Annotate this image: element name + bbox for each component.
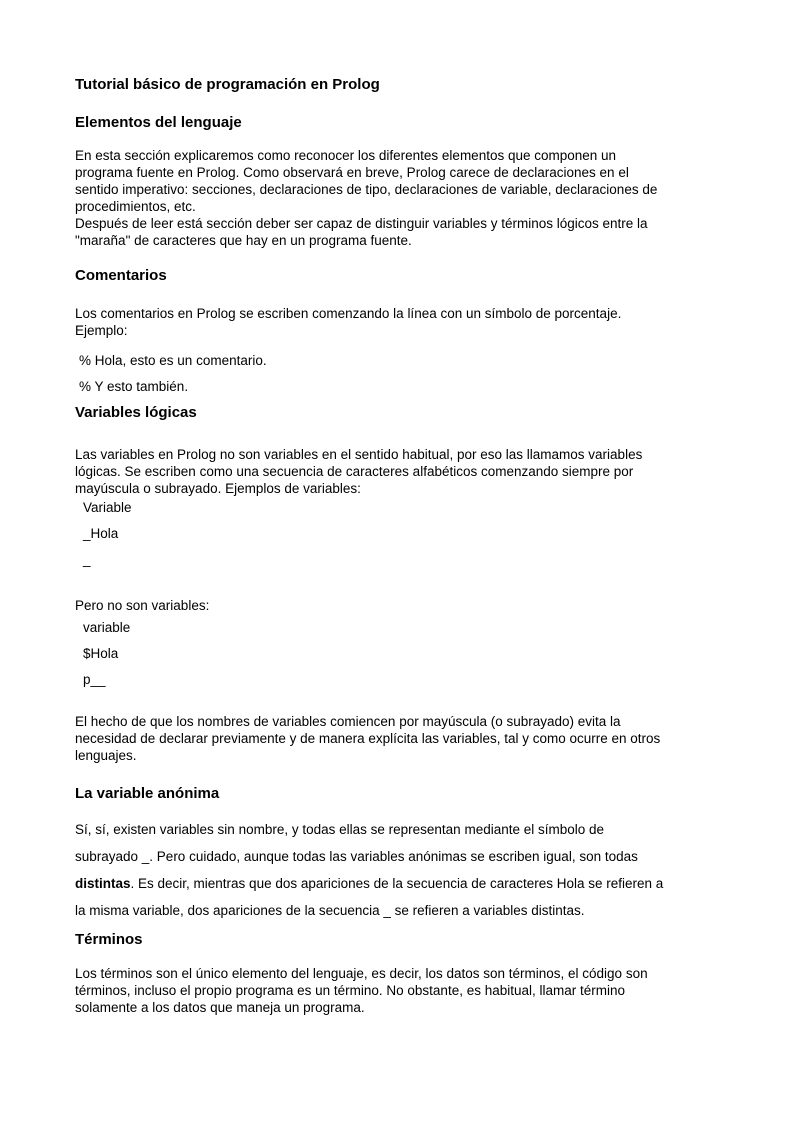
paragraph-line: subrayado _. Pero cuidado, aunque todas las variables anónimas se escriben igual, son todas xyxy=(75,849,638,864)
paragraph-line: procedimientos, etc. xyxy=(75,199,196,214)
paragraph-line: lenguajes. xyxy=(75,748,137,763)
paragraph-line: sentido imperativo: secciones, declaraciones de tipo, declaraciones de variable, declaraciones de xyxy=(75,182,658,197)
paragraph-line: En esta sección explicaremos como reconocer los diferentes elementos que componen un xyxy=(75,148,617,163)
paragraph-line: Los términos son el único elemento del lenguaje, es decir, los datos son términos, el código son xyxy=(75,966,648,981)
heading-terminos: Términos xyxy=(75,931,143,948)
paragraph-line: "maraña" de caracteres que hay en un programa fuente. xyxy=(75,233,412,248)
valid-variable-example-2: _Hola xyxy=(83,526,119,541)
paragraph-line: El hecho de que los nombres de variables comiencen por mayúscula (o subrayado) evita la xyxy=(75,714,621,729)
paragraph-el-hecho xyxy=(75,713,660,764)
paragraph-variables-logicas xyxy=(75,446,642,497)
code-comment-example-2: % Y esto también. xyxy=(79,379,189,394)
invalid-variable-example-1: variable xyxy=(83,620,131,635)
heading-comentarios: Comentarios xyxy=(75,267,167,284)
paragraph-line xyxy=(75,870,663,897)
paragraph-intro xyxy=(75,147,657,249)
paragraph-line: Los comentarios en Prolog se escriben comenzando la línea con un símbolo de porcentaje. xyxy=(75,306,622,321)
paragraph-line: la misma variable, dos apariciones de la secuencia _ se refieren a variables distintas. xyxy=(75,903,585,918)
paragraph-line: Después de leer está sección deber ser capaz de distinguir variables y términos lógicos entre la xyxy=(75,216,648,231)
paragraph-line: Las variables en Prolog no son variables en el sentido habitual, por eso las llamamos variables xyxy=(75,447,643,462)
invalid-variable-example-2: $Hola xyxy=(83,646,119,661)
paragraph-line: Ejemplo: xyxy=(75,323,128,338)
invalid-variable-example-3: p__ xyxy=(83,672,106,687)
paragraph-line: solamente a los datos que maneja un programa. xyxy=(75,1000,365,1015)
paragraph-line: términos, incluso el propio programa es un término. No obstante, es habitual, llamar término xyxy=(75,983,626,998)
document-title: Tutorial básico de programación en Prolog xyxy=(75,76,380,93)
heading-elementos-del-lenguaje: Elementos del lenguaje xyxy=(75,114,242,131)
paragraph-line: programa fuente en Prolog. Como observará en breve, Prolog carece de declaraciones en el xyxy=(75,165,629,180)
paragraph-line: Sí, sí, existen variables sin nombre, y todas ellas se representan mediante el símbolo de xyxy=(75,822,605,837)
valid-variable-example-3: _ xyxy=(83,552,91,567)
heading-variables-logicas: Variables lógicas xyxy=(75,404,197,421)
code-comment-example-1: % Hola, esto es un comentario. xyxy=(79,353,267,368)
paragraph-comentarios xyxy=(75,305,621,339)
paragraph-line: necesidad de declarar previamente y de manera explícita las variables, tal y como ocurre en otros xyxy=(75,731,661,746)
paragraph-variable-anonima xyxy=(75,816,663,924)
paragraph-line: lógicas. Se escriben como una secuencia de caracteres alfabéticos comenzando siempre por xyxy=(75,464,634,479)
heading-la-variable-anonima: La variable anónima xyxy=(75,785,220,802)
valid-variable-example-1: Variable xyxy=(83,500,132,515)
paragraph-line: mayúscula o subrayado. Ejemplos de variables: xyxy=(75,481,361,496)
bold-word-distintas: distintas xyxy=(75,876,131,891)
not-variables-label: Pero no son variables: xyxy=(75,598,210,613)
paragraph-terminos xyxy=(75,965,648,1016)
paragraph-line-rest: . Es decir, mientras que dos apariciones de la secuencia de caracteres Hola se refieren a xyxy=(130,876,664,891)
